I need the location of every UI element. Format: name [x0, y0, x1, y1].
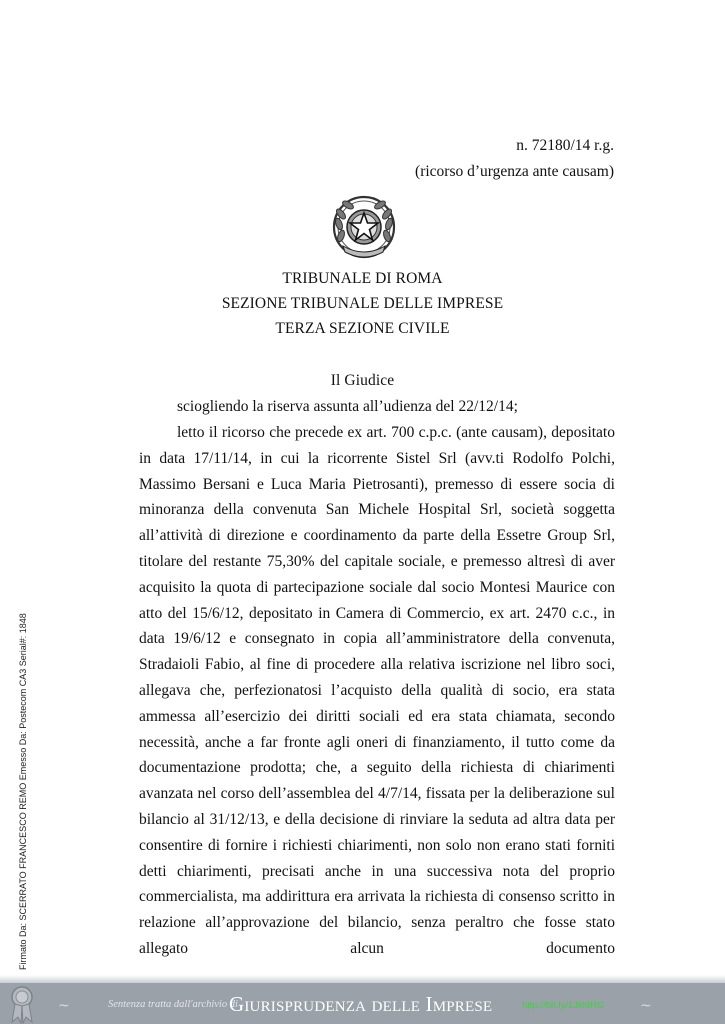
- court-division: TERZA SEZIONE CIVILE: [275, 320, 450, 337]
- case-number: n. 72180/14 r.g.: [516, 137, 614, 154]
- footer-caption: Sentenza tratta dall'archivio di: [108, 999, 238, 1010]
- footer-link[interactable]: http://bit.ly/1Jkl9RG: [522, 1000, 605, 1011]
- footer-title: Giurisprudenza delle Imprese: [229, 992, 493, 1016]
- italian-republic-emblem-icon: [331, 194, 397, 260]
- award-ribbon-icon: [6, 984, 38, 1024]
- paragraph-reserve: sciogliendo la riserva assunta all’udienza del 22/12/14;: [177, 398, 518, 415]
- footer-shadow: [0, 975, 725, 983]
- judge-title: Il Giudice: [330, 372, 395, 389]
- court-section: SEZIONE TRIBUNALE DELLE IMPRESE: [221, 295, 504, 312]
- paragraph-appeal: letto il ricorso che precede ex art. 700 c.p.c. (ante causam), depositato in data 17/11/14, in cui la ricorrente Sistel Srl (avv.ti Rodolfo Polchi, Massimo Bersani e Luca Maria Pietrosanti), premesso di essere socia di minoranza della convenuta San Michele Hospital Srl, società soggetta all’attività di direzione e coordinamento da parte della Essetre Group Srl, titolare del restante 75,30% del capitale sociale, e premesso altresì di aver acquisito la quota di partecipazione sociale dal socio Montesi Maurice con atto del 15/6/12, depositato in Camera di Commercio, ex art. 2470 c.c., in data 19/6/12 e consegnato in copia all’amministratore della convenuta, Stradaioli Fabio, al fine di procedere alla relativa iscrizione nel libro soci, allegava che, perfezionatosi l’acquisto della qualità di socio, era stata ammessa all’esercizio dei diritti sociali ed era stata chiamata, secondo necessità, anche a far fronte agli oneri di finanziamento, il tutto come da documentazione prodotta; che, a seguito della richiesta di chiarimenti avanzata nel corso dell’assemblea del 4/7/14, fissata per la deliberazione sul bilancio al 31/12/13, e della decisione di rinviare la seduta ad altra data per consentire di fornire i richiesti chiarimenti, non solo non erano stati forniti detti chiarimenti, precisati anche in una successiva nota del proprio commercialista, ma addirittura era arrivata la richiesta di consenso scritto in relazione all’approvazione del bilancio, senza peraltro che fosse stato allegato alcun documento: [139, 424, 615, 957]
- digital-signature-stamp: Firmato Da: SCERRATO FRANCESCO REMO Emesso Da: Postecom CA3 Serial#: 1848: [18, 613, 28, 970]
- footer-banner: [0, 983, 725, 1024]
- swirl-right-icon: ~: [640, 998, 652, 1014]
- swirl-left-icon: ~: [58, 998, 70, 1014]
- case-type-note: (ricorso d’urgenza ante causam): [415, 163, 614, 180]
- court-name: TRIBUNALE DI ROMA: [282, 270, 443, 287]
